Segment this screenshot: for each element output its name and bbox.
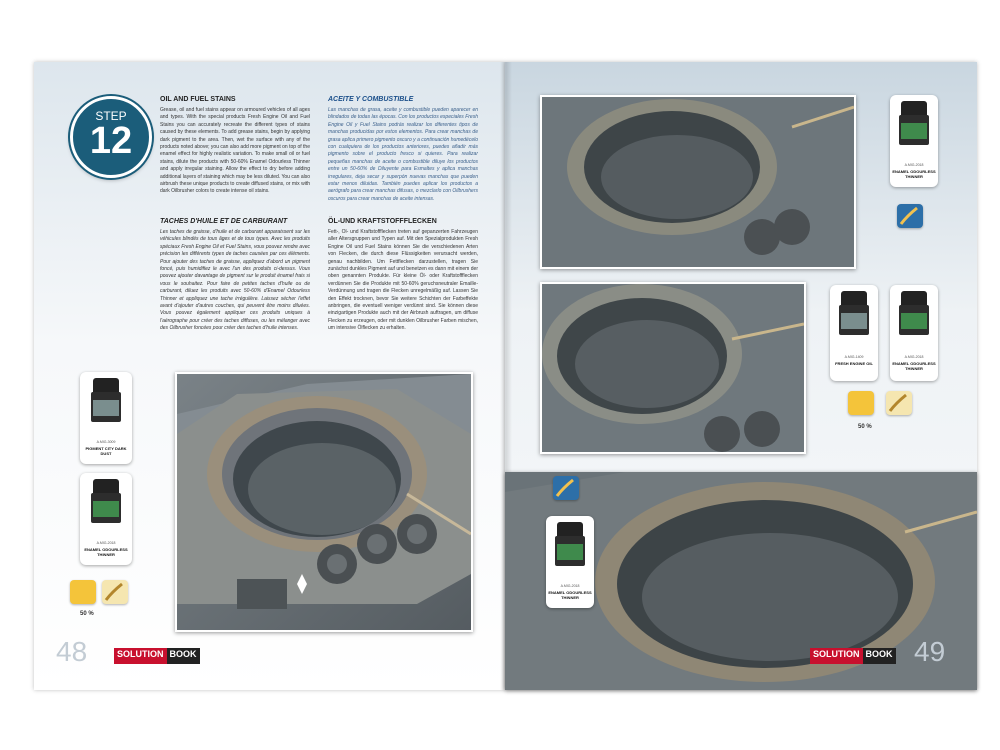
ratio-label-left: 50 %	[80, 611, 94, 617]
heading-en: OIL AND FUEL STAINS	[160, 96, 236, 103]
product-name: ENAMEL ODOURLESS THINNER	[892, 169, 936, 179]
text-fr: Les taches de graisse, d'huile et de carburant apparaissent sur les véhicules blindés de tous âges et de tous types. Avec les produits spéciaux Fresh Engine Oil et Fuel Stains, vous pouvez rendre avec précision les différents types de taches causées par ces éléments. Pour ajouter des taches de graisse, appliquez d'abord un pigment foncé, puis humidifiez le avec l'un des produits ci-dessus. Vous pouvez ajouter davantage de pigment sur le produit énamel frais si vous le souhaitez. Pour faire de petites taches d'huile ou de carburant, diluez les produits avec 50-60% d'Enamel Odourless Thinner et appliquez une tache irrégulière. Laissez sécher l'effet avant d'ajouter d'autres couches, qui peuvent être moins diluées. Vous pouvez également appliquer ces produits uniques à l'aérographe pour créer des taches diffuses, ou les mélanger avec des Oilbrusher foncées pour créer des taches d'huile intenses.	[160, 229, 310, 332]
heading-de: ÖL-UND KRAFTSTOFFFLECKEN	[328, 218, 437, 225]
text-es: Las manchas de grasa, aceite y combustible pueden aparecer en blindados de todas las épocas. Con los productos especiales Fresh Engine Oil y Fuel Stains podrás realizar los diferentes tipos de manchas producidas por estos elementos. Para crear manchas de grasa aplica primero pigmento oscuro y a continuación humedécelo con cualquiera de los productos anteriores, puedes añadir más pigmento sobre el producto fresco si quieres. Para realizar pequeñas manchas de aceite o combustible diluye los productos entre un 50-60% de Diluyente para Esmaltes y aplica manchas irregulares, deja secar y superpón nuevas manchas que pueden estar menos diluidas. También puedes aplicar los productos a aerógrafo para crear manchas difusas, o mezclarlo con Oilbrushers oscuros para crear manchas de aceite intensas.	[328, 107, 478, 202]
jar-icon	[91, 392, 121, 422]
product-card-thinner	[80, 473, 132, 565]
dropper-bottle-icon	[70, 580, 96, 604]
text-de: Fett-, Öl- und Kraftstoffflecken treten auf gepanzerten Fahrzeugen aller Altersgruppen und Typen auf. Mit den Spezialprodukten Fresh Engine Oil und Fuel Stains können Sie die verschiedenen Arten von Flecken, die durch diese Flüssigkeiten verursacht werden, genau nachbilden. Um Fettflecken darzustellen, tragen Sie zunächst dunkles Pigment auf und benetzen es dann mit einem der oben genannten Produkte. Für kleine Öl- oder Kraftstoffflecken verdünnen Sie die Produkte mit 50-60% geruchsneutraler Emaille-Verdünnung und tragen die Flecken unregelmäßig auf. Lassen Sie den Effekt trocknen, bevor Sie weitere Schichten der Farbeffekte anbringen, die eventuell weniger verdünnt sind. Sie können diese einzigartigen Produkte auch mit der Airbrush auftragen, um diffuse Flecken zu erzeugen, oder mit dunklen Oilbrusher Farben mischen, um intensive Ölflecken zu erhalten.	[328, 229, 478, 332]
product-code: A.MIG-2018	[904, 163, 924, 167]
brush-icon	[102, 580, 128, 604]
ratio-label-right: 50 %	[858, 424, 872, 430]
photo-hatch-weathered	[175, 372, 473, 632]
tank-photo-image	[177, 374, 471, 630]
product-code: A.MIG-1409	[844, 355, 864, 359]
photo-hatch-step-a	[540, 95, 856, 269]
jar-lid-icon	[901, 101, 927, 115]
product-name: PIGMENT CITY DARK DUST	[85, 446, 127, 456]
page-number-right: 49	[914, 636, 946, 667]
step-number: 12	[89, 120, 133, 162]
product-code: A.MIG-2018	[904, 355, 924, 359]
photo-hatch-step-b	[540, 282, 806, 454]
product-name: ENAMEL ODOURLESS THINNER	[84, 547, 128, 557]
jar-icon	[839, 305, 869, 335]
product-code: A.MIG-2018	[560, 584, 580, 588]
jar-lid-icon	[93, 378, 119, 392]
jar-lid-icon	[557, 522, 583, 536]
product-code: A.MIG-3009	[96, 440, 116, 444]
heading-es: ACEITE Y COMBUSTIBLE	[328, 96, 414, 103]
product-code: A.MIG-2018	[96, 541, 116, 545]
jar-icon	[899, 305, 929, 335]
product-card-pigment	[80, 372, 132, 464]
product-name: ENAMEL ODOURLESS THINNER	[892, 361, 936, 371]
product-card-thinner-right	[890, 95, 938, 187]
jar-icon	[899, 115, 929, 145]
product-name: ENAMEL ODOURLESS THINNER	[548, 590, 592, 600]
step-badge	[70, 96, 152, 178]
brush-icon	[553, 476, 579, 500]
dropper-bottle-icon	[848, 391, 874, 415]
brush-icon	[886, 391, 912, 415]
brush-icon	[897, 204, 923, 228]
product-card-thinner-right-3	[546, 516, 594, 608]
jar-lid-icon	[901, 291, 927, 305]
jar-icon	[555, 536, 585, 566]
solution-book-logo: SOLUTION BOOK	[114, 648, 200, 664]
product-card-thinner-right-2	[890, 285, 938, 381]
product-card-fresh-engine-oil	[830, 285, 878, 381]
solution-book-logo-right: SOLUTION BOOK	[810, 648, 896, 664]
text-en: Grease, oil and fuel stains appear on armoured vehicles of all ages and types. With the special products Fresh Engine Oil and Fuel Stains you can accurately recreate the different types of stains caused by these elements. To add grease stains, begin by applying dark pigment to the area. Then, wet the surface with any of the products noted above; you can also add more pigment on top of the enamel effect for highly realistic variation. To make small oil or fuel stains, dilute the products with 50-60% Enamel Odourless Thinner and apply irregular staining. Allow the effect to dry before adding additional layers of staining which may be less diluted. You can also airbrush these unique products to create diffused stains, or mix with dark Oilbrusher colors to create intense oil stains.	[160, 107, 310, 195]
step-label: STEP	[95, 109, 127, 123]
jar-lid-icon	[93, 479, 119, 493]
product-name: FRESH ENGINE OIL	[835, 361, 873, 366]
jar-lid-icon	[841, 291, 867, 305]
page-number-left: 48	[56, 636, 88, 667]
heading-fr: TACHES D'HUILE ET DE CARBURANT	[160, 218, 288, 225]
jar-icon	[91, 493, 121, 523]
